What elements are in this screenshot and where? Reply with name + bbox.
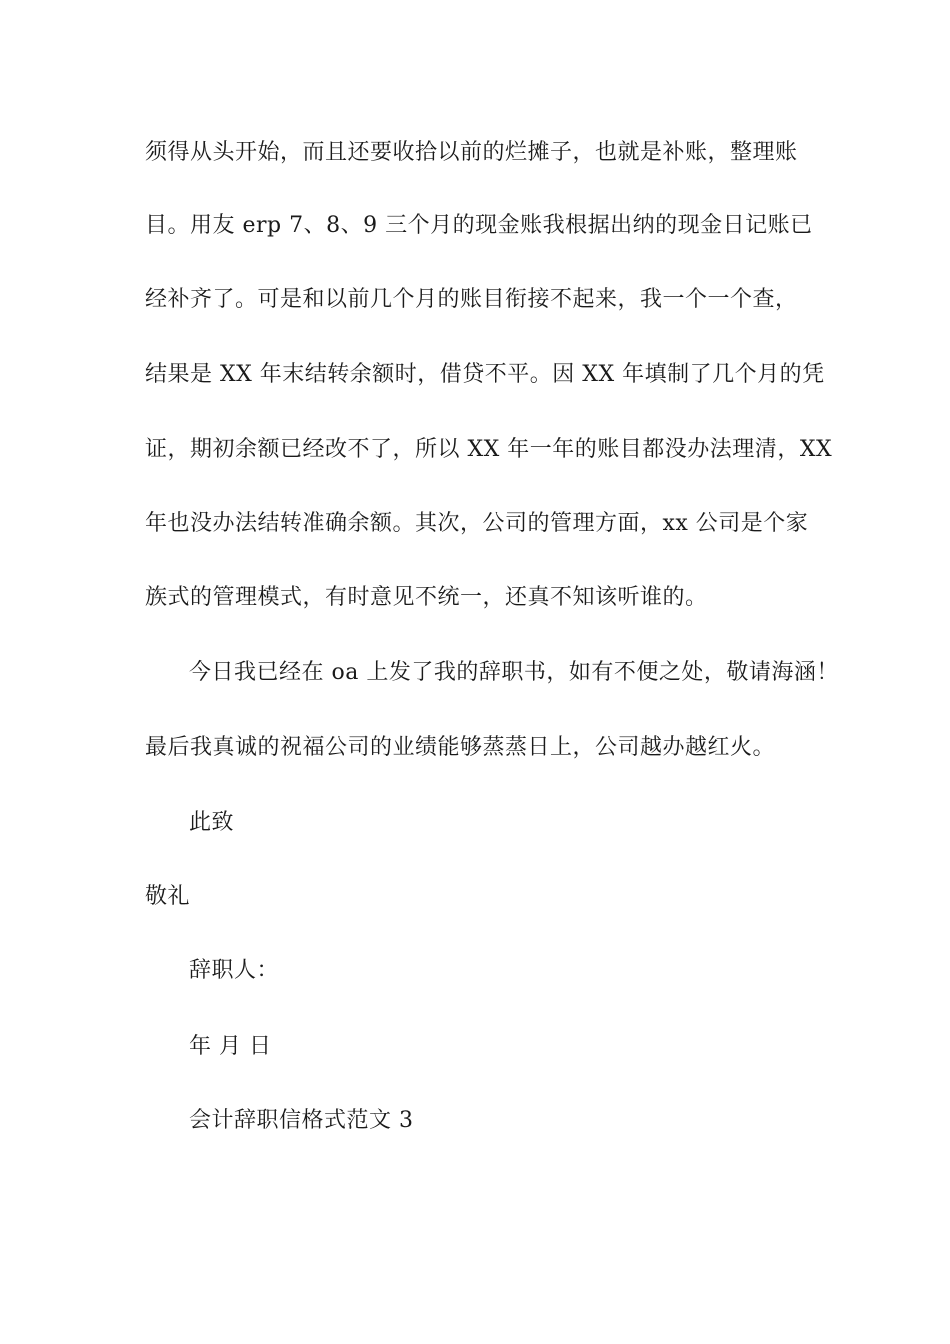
paragraph-1-line-5: 证，期初余额已经改不了，所以 XX 年一年的账目都没办法理清，XX [145,437,833,462]
paragraph-1-line-7: 族式的管理模式，有时意见不统一，还真不知该听谁的。 [145,585,708,610]
salutation-text: 敬礼 [145,884,191,909]
paragraph-2-line-2: 最后我真诚的祝福公司的业绩能够蒸蒸日上，公司越办越红火。 [145,735,776,760]
closing-text: 此致 [189,810,235,835]
next-section-title: 会计辞职信格式范文 3 [189,1108,414,1133]
paragraph-1-line-2: 目。用友 erp 7、8、9 三个月的现金账我根据出纳的现金日记账已 [145,213,813,238]
date-line: 年 月 日 [189,1034,272,1059]
paragraph-1-line-6: 年也没办法结转准确余额。其次，公司的管理方面，xx 公司是个家 [145,511,809,536]
paragraph-1-line-3: 经补齐了。可是和以前几个月的账目衔接不起来，我一个一个查， [145,287,798,312]
paragraph-1-line-4: 结果是 XX 年末结转余额时，借贷不平。因 XX 年填制了几个月的凭 [145,362,825,387]
paragraph-2-line-1: 今日我已经在 oa 上发了我的辞职书，如有不便之处，敬请海涵！ [189,660,839,685]
paragraph-1-line-1: 须得从头开始，而且还要收拾以前的烂摊子，也就是补账，整理账 [145,140,798,165]
signer-label: 辞职人： [189,958,280,983]
